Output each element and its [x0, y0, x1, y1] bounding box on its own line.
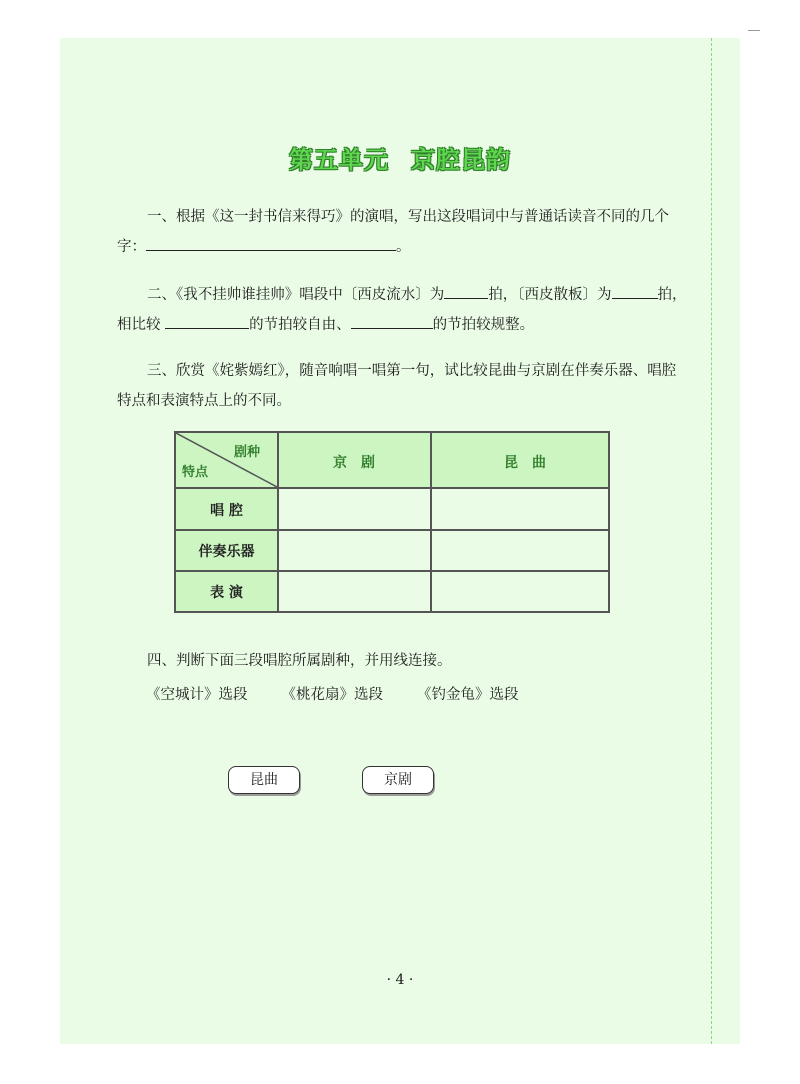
answer-cell[interactable] — [432, 531, 608, 570]
answer-cell[interactable] — [279, 489, 430, 529]
excerpt-option[interactable]: 《钓金龟》选段 — [417, 687, 519, 703]
question-4-text: 四、判断下面三段唱腔所属剧种，并用线连接。 — [147, 653, 452, 669]
page-number: · 4 · — [386, 972, 414, 988]
table-row-header: 伴奏乐器 — [198, 544, 255, 560]
question-1 — [117, 202, 689, 262]
answer-cell[interactable] — [279, 572, 430, 611]
answer-blank-2d[interactable] — [351, 312, 433, 329]
answer-blank-2b[interactable] — [612, 282, 658, 299]
question-2-part-5: 的节拍较规整。 — [432, 317, 535, 333]
question-2-part-2: 拍，〔西皮散板〕为 — [488, 287, 612, 303]
unit-title — [0, 140, 800, 175]
table-row-header: 唱 腔 — [210, 503, 243, 519]
excerpt-option[interactable]: 《桃花扇》选段 — [281, 687, 383, 703]
question-3-text: 三、欣赏《姹紫嫣红》，随音响唱一唱第一句，试比较昆曲与京剧在伴奏乐器、唱腔特点和表演特点上的不同。 — [117, 363, 677, 409]
answer-cell[interactable] — [432, 489, 608, 529]
genre-box-kunqu[interactable]: 昆曲 — [228, 766, 300, 794]
answer-cell[interactable] — [432, 572, 608, 611]
question-3 — [117, 356, 689, 416]
excerpt-options — [146, 684, 519, 706]
table-column-header: 昆曲 — [504, 455, 560, 471]
question-2 — [117, 280, 689, 340]
answer-blank-1[interactable] — [146, 234, 396, 251]
question-2-part-1: 二、《我不挂帅谁挂帅》唱段中〔西皮流水〕为 — [147, 287, 445, 303]
question-2-part-3: 拍，相比较 — [117, 287, 687, 333]
comparison-table — [174, 431, 610, 613]
excerpt-option[interactable]: 《空城计》选段 — [146, 687, 248, 703]
question-4 — [117, 646, 689, 676]
question-2-part-4: 的节拍较自由、 — [249, 317, 351, 333]
answer-blank-2c[interactable] — [165, 312, 249, 329]
answer-blank-2a[interactable] — [444, 282, 488, 299]
answer-cell[interactable] — [279, 531, 430, 570]
unit-name: 京腔昆韵 — [411, 146, 511, 174]
unit-number: 第五单元 — [289, 146, 389, 174]
table-corner-genre-label: 剧种 — [234, 445, 261, 460]
table-row-header: 表 演 — [210, 585, 243, 601]
cut-line — [711, 38, 712, 1044]
question-1-text: 一、根据《这一封书信来得巧》的演唱，写出这段唱词中与普通话读音不同的几个字： — [117, 209, 669, 255]
question-1-end: 。 — [396, 239, 411, 255]
table-column-header: 京剧 — [333, 455, 389, 471]
corner-mark — [748, 30, 760, 37]
table-corner-feature-label: 特点 — [182, 465, 209, 480]
genre-box-jingju[interactable]: 京剧 — [362, 766, 434, 794]
